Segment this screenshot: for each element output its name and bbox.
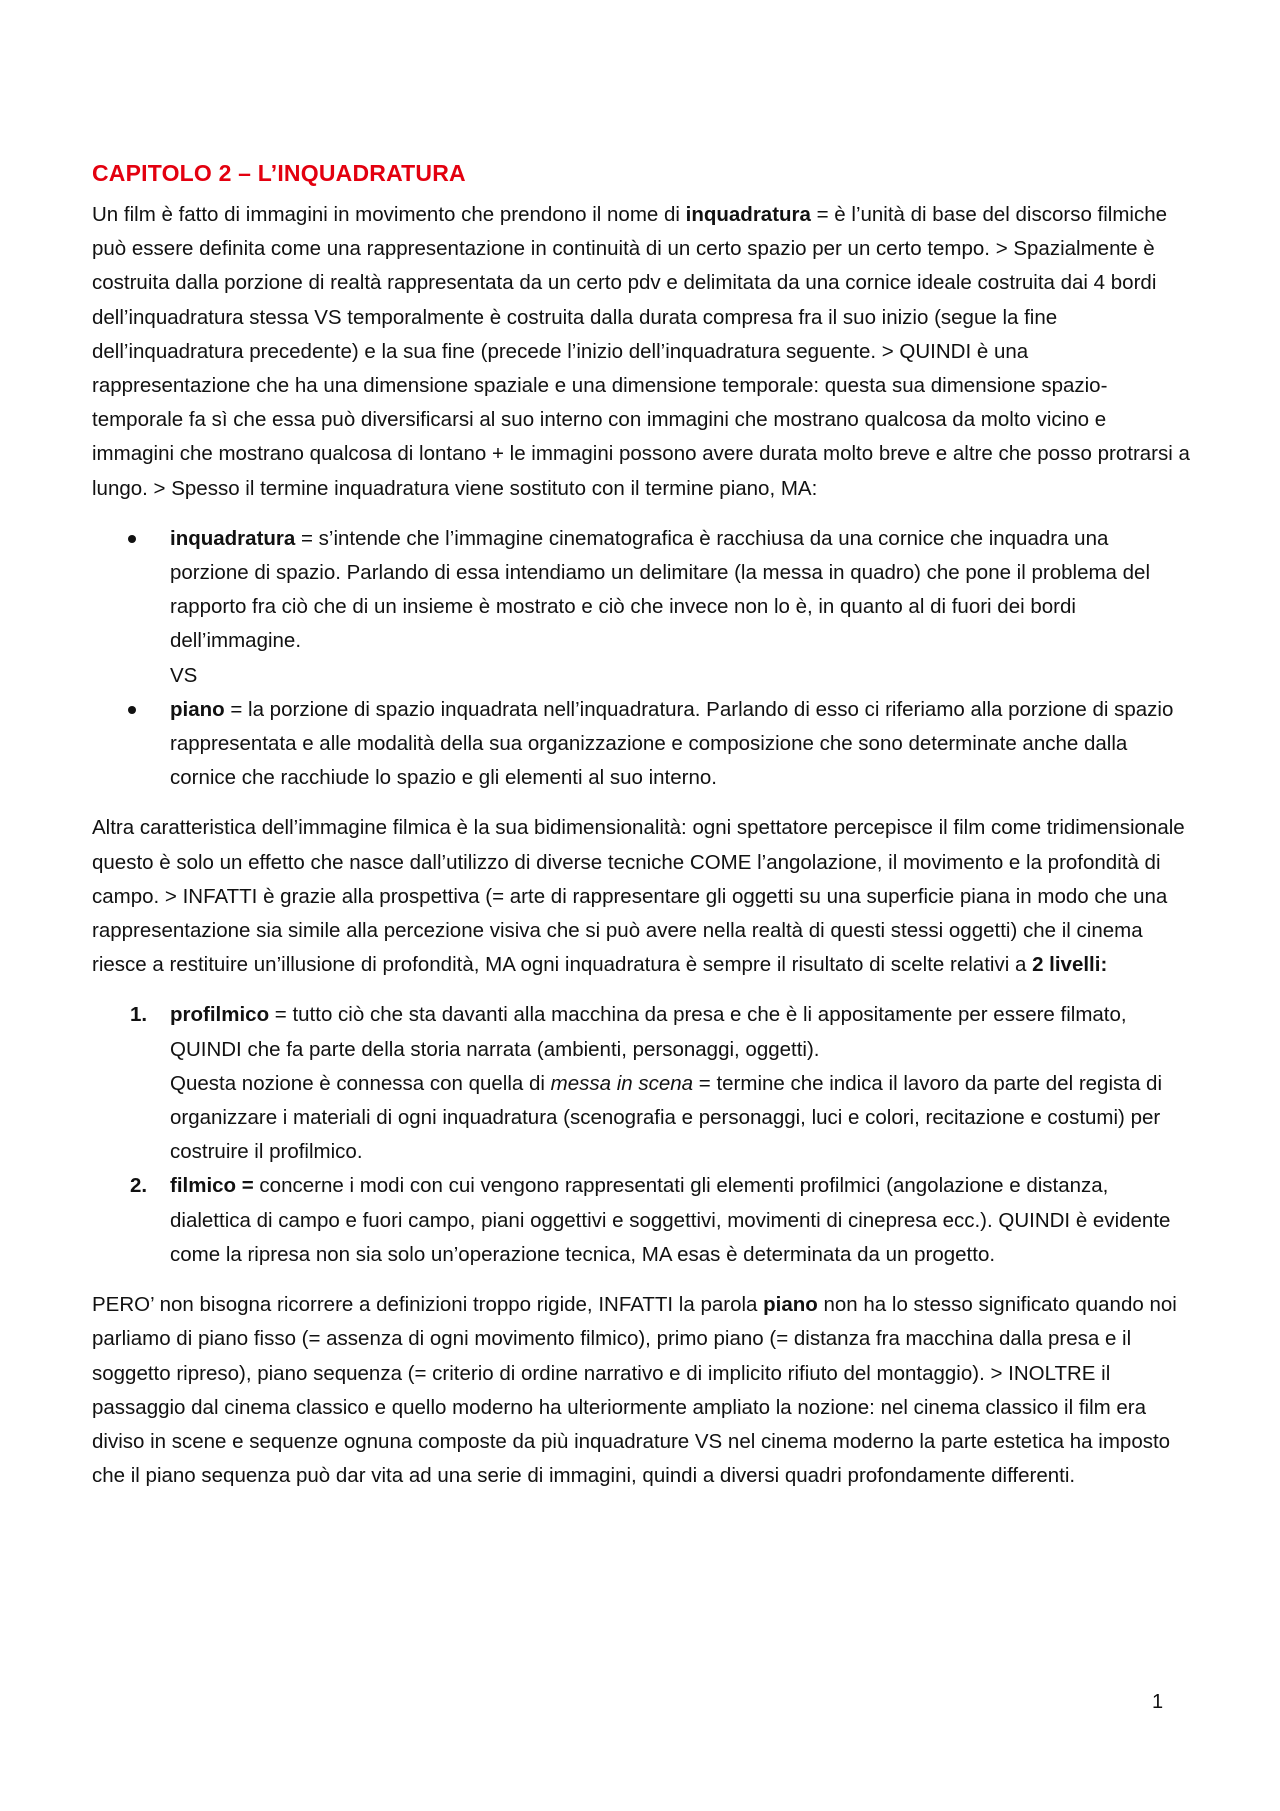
level-term: profilmico — [170, 1003, 270, 1027]
paragraph-text-2: non ha lo stesso significato quando noi parliamo di piano fisso (= assenza di ogni movimento filmico), primo piano (= distanza fra macchina dalla presa e il soggetto ripreso), piano sequenza (= criterio di ordine narrativo e di implicito rifiuto del montaggio). > INOLTRE il passaggio dal cinema classico e quello moderno ha ulteriormente ampliato la nozione: nel cinema classico il film era diviso in scene e sequenze ognuna composte da più inquadrature VS nel cinema moderno la parte estetica ha imposto che il piano sequenza può dar vita ad una serie di immagini, quindi a diversi quadri profondamente differenti. — [92, 1293, 1177, 1488]
level-term: filmico = — [170, 1174, 254, 1198]
level-extra-italic: messa in scena — [550, 1071, 694, 1095]
list-item-piano — [92, 693, 1192, 796]
list-item-filmico — [92, 1169, 1192, 1272]
intro-text-2: = è l’unità di base del discorso filmiche può essere definita come una rappresentazione in continuità di un certo spazio per un certo tempo. > Spazialmente è costruita dalla porzione di realtà rappresentata da un certo pdv e delimitata da una cornice ideale costruita dai 4 bordi dell’inquadratura stessa VS temporalmente è costruita dalla durata compresa fra il suo inizio (segue la fine dell’inquadratura precedente) e la sua fine (precede l’inizio dell’inquadratura seguente. > QUINDI è una rappresentazione che ha una dimensione spaziale e una dimensione temporale: questa sua dimensione spazio-temporale fa sì che essa può diversificarsi al suo interno con immagini che mostrano qualcosa da molto vicino e immagini che mostrano qualcosa di lontano + le immagini possono avere durata molto breve e altre che posso protrarsi a lungo. > Spesso il termine inquadratura viene sostituto con il termine piano, MA: — [92, 203, 1190, 500]
level-extra-text-2: = termine che indica il lavoro da parte del regista di organizzare i materiali di ogni inquadratura (scenografia e personaggi, luci e colori, recitazione e costumi) per costruire il profilmico. — [170, 1071, 1163, 1164]
definitions-list — [92, 522, 1192, 796]
page-content — [92, 156, 1192, 1509]
level-extra-text-1: Questa nozione è connessa con quella di — [170, 1071, 551, 1095]
bidimensionality-paragraph — [92, 811, 1192, 982]
levels-list — [92, 998, 1192, 1272]
paragraph-text-1: PERO’ non bisogna ricorrere a definizioni troppo rigide, INFATTI la parola — [92, 1293, 764, 1317]
list-item-profilmico — [92, 998, 1192, 1169]
paragraph-text: Altra caratteristica dell’immagine filmica è la sua bidimensionalità: ogni spettatore percepisce il film come tridimensionale questo è solo un effetto che nasce dall’utilizzo di diverse tecniche COME l’angolazione, il movimento e la profondità di campo. > INFATTI è grazie alla prospettiva (= arte di rappresentare gli oggetti su una superficie piana in modo che una rappresentazione sia simile alla percezione visiva che si può avere nella realtà di questi stessi oggetti) che il cinema riesce a restituire un’illusione di profondità, MA ogni inquadratura è sempre il risultato di scelte relativi a — [92, 816, 1185, 977]
bullet-dot-icon — [128, 706, 136, 714]
level-text: = tutto ciò che sta davanti alla macchina da presa e che è li appositamente per essere filmato, QUINDI che fa parte della storia narrata (ambienti, personaggi, oggetti). — [170, 1003, 1127, 1061]
list-item-inquadratura — [92, 522, 1192, 693]
versus-label: VS — [170, 663, 198, 687]
level-text: concerne i modi con cui vengono rappresentati gli elementi profilmici (angolazione e distanza, dialettica di campo e fuori campo, piani oggettivi e soggettivi, movimenti di cinepresa ecc.). QUINDI è evidente come la ripresa non sia solo un’operazione tecnica, MA esas è determinata da un progetto. — [170, 1174, 1171, 1266]
bullet-term: piano — [170, 697, 225, 721]
chapter-title: CAPITOLO 2 – L’INQUADRATURA — [92, 160, 466, 186]
list-number: 1. — [130, 1003, 148, 1027]
paragraph-bold: 2 livelli: — [1032, 953, 1108, 977]
piano-paragraph — [92, 1288, 1192, 1493]
paragraph-bold: piano — [763, 1293, 818, 1317]
bullet-dot-icon — [128, 535, 136, 543]
bullet-term: inquadratura — [170, 526, 296, 550]
intro-text-1: Un film è fatto di immagini in movimento che prendono il nome di — [92, 203, 686, 226]
bullet-text: = la porzione di spazio inquadrata nell’inquadratura. Parlando di esso ci riferiamo alla porzione di spazio rappresentata e alle modalità della sua organizzazione e composizione che sono determinate anche dalla cornice che racchiude lo spazio e gli elementi al suo interno. — [170, 697, 1174, 790]
bullet-text: = s’intende che l’immagine cinematografica è racchiusa da una cornice che inquadra una porzione di spazio. Parlando di essa intendiamo un delimitare (la messa in quadro) che pone il problema del rapporto fra ciò che di un insieme è mostrato e ciò che invece non lo è, in quanto al di fuori dei bordi dell’immagine. — [170, 526, 1151, 653]
intro-paragraph — [92, 198, 1192, 506]
intro-bold-term: inquadratura — [685, 203, 811, 226]
list-number: 2. — [130, 1174, 148, 1198]
page-number: 1 — [1152, 1691, 1164, 1713]
